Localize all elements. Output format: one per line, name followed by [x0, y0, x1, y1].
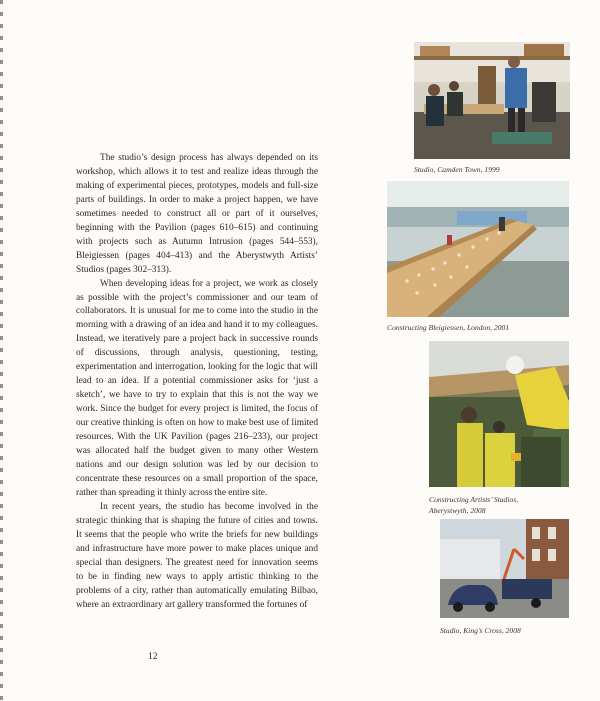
street-crane-car-photo	[440, 519, 569, 618]
body-paragraph: In recent years, the studio has become involved in the strategic thinking that is shaping the future of cities and towns. It seems that the people who write the briefs for new buildings and infrastructure have more power to make places unique and special than designers. The greatest need for innovation seems to be in finding new ways to apply artistic thinking to the problems of a city, rather than automatically emulating Bilbao, where an extraordinary art gallery transformed the fortunes of	[76, 501, 318, 610]
workshop-photo	[414, 42, 570, 159]
caption-text: Studio, Camden Town, 1999	[414, 165, 500, 174]
body-paragraph: When developing ideas for a project, we work as closely as possible with the project’s commissioner and our team of collaborators. It is unusual for me to come into the studio in the morning with a drawing of an idea and hand it to my colleagues. Instead, we iteratively pare a project back in successive rounds of discussions, through analysis, questioning, testing, experimentation and interrogation, looking for the logic that will lead to an idea. If a potential commissioner asks for ‘just a sketch’, we have to try to explain that this is not the way we work. Since the budget for every project is limited, the focus of our creative thinking is often on how to make best use of limited resources. With the UK Pavilion (pages 216–233), our project was allocated half the budget given to many other Western nations and our design solution was led by our decision to concentrate these resources on a small proportion of the space, rather than spreading it thinly across the entire site.	[76, 278, 318, 498]
binding-edge	[0, 0, 3, 701]
photo-caption	[429, 494, 518, 516]
caption-text: Constructing Artists’ Studios,	[429, 495, 519, 504]
page-number: 12	[148, 652, 158, 662]
body-paragraph: The studio’s design process has always depended on its workshop, which allows it to test and realize ideas through the making of experimental pieces, prototypes, models and full-size parts of buildings. In order to make a project happen, we have sometimes needed to construct all or part of it ourselves, beginning with the Pavilion (pages 610–615) and continuing with projects such as Autumn Intrusion (pages 544–553), Bleigiessen (pages 404–413) and the Aberystwyth Artists’ Studios (pages 302–313).	[76, 153, 318, 275]
model-construction-photo	[387, 181, 569, 317]
photo-caption	[414, 164, 500, 175]
photo-caption	[387, 322, 509, 333]
caption-text: Studio, King’s Cross, 2008	[440, 626, 521, 635]
body-text	[76, 152, 318, 612]
construction-workers-photo	[429, 341, 569, 487]
caption-text: Aberystwyth, 2008	[429, 506, 486, 515]
photo-caption	[440, 625, 521, 636]
caption-text: Constructing Bleigiessen, London, 2001	[387, 323, 510, 332]
